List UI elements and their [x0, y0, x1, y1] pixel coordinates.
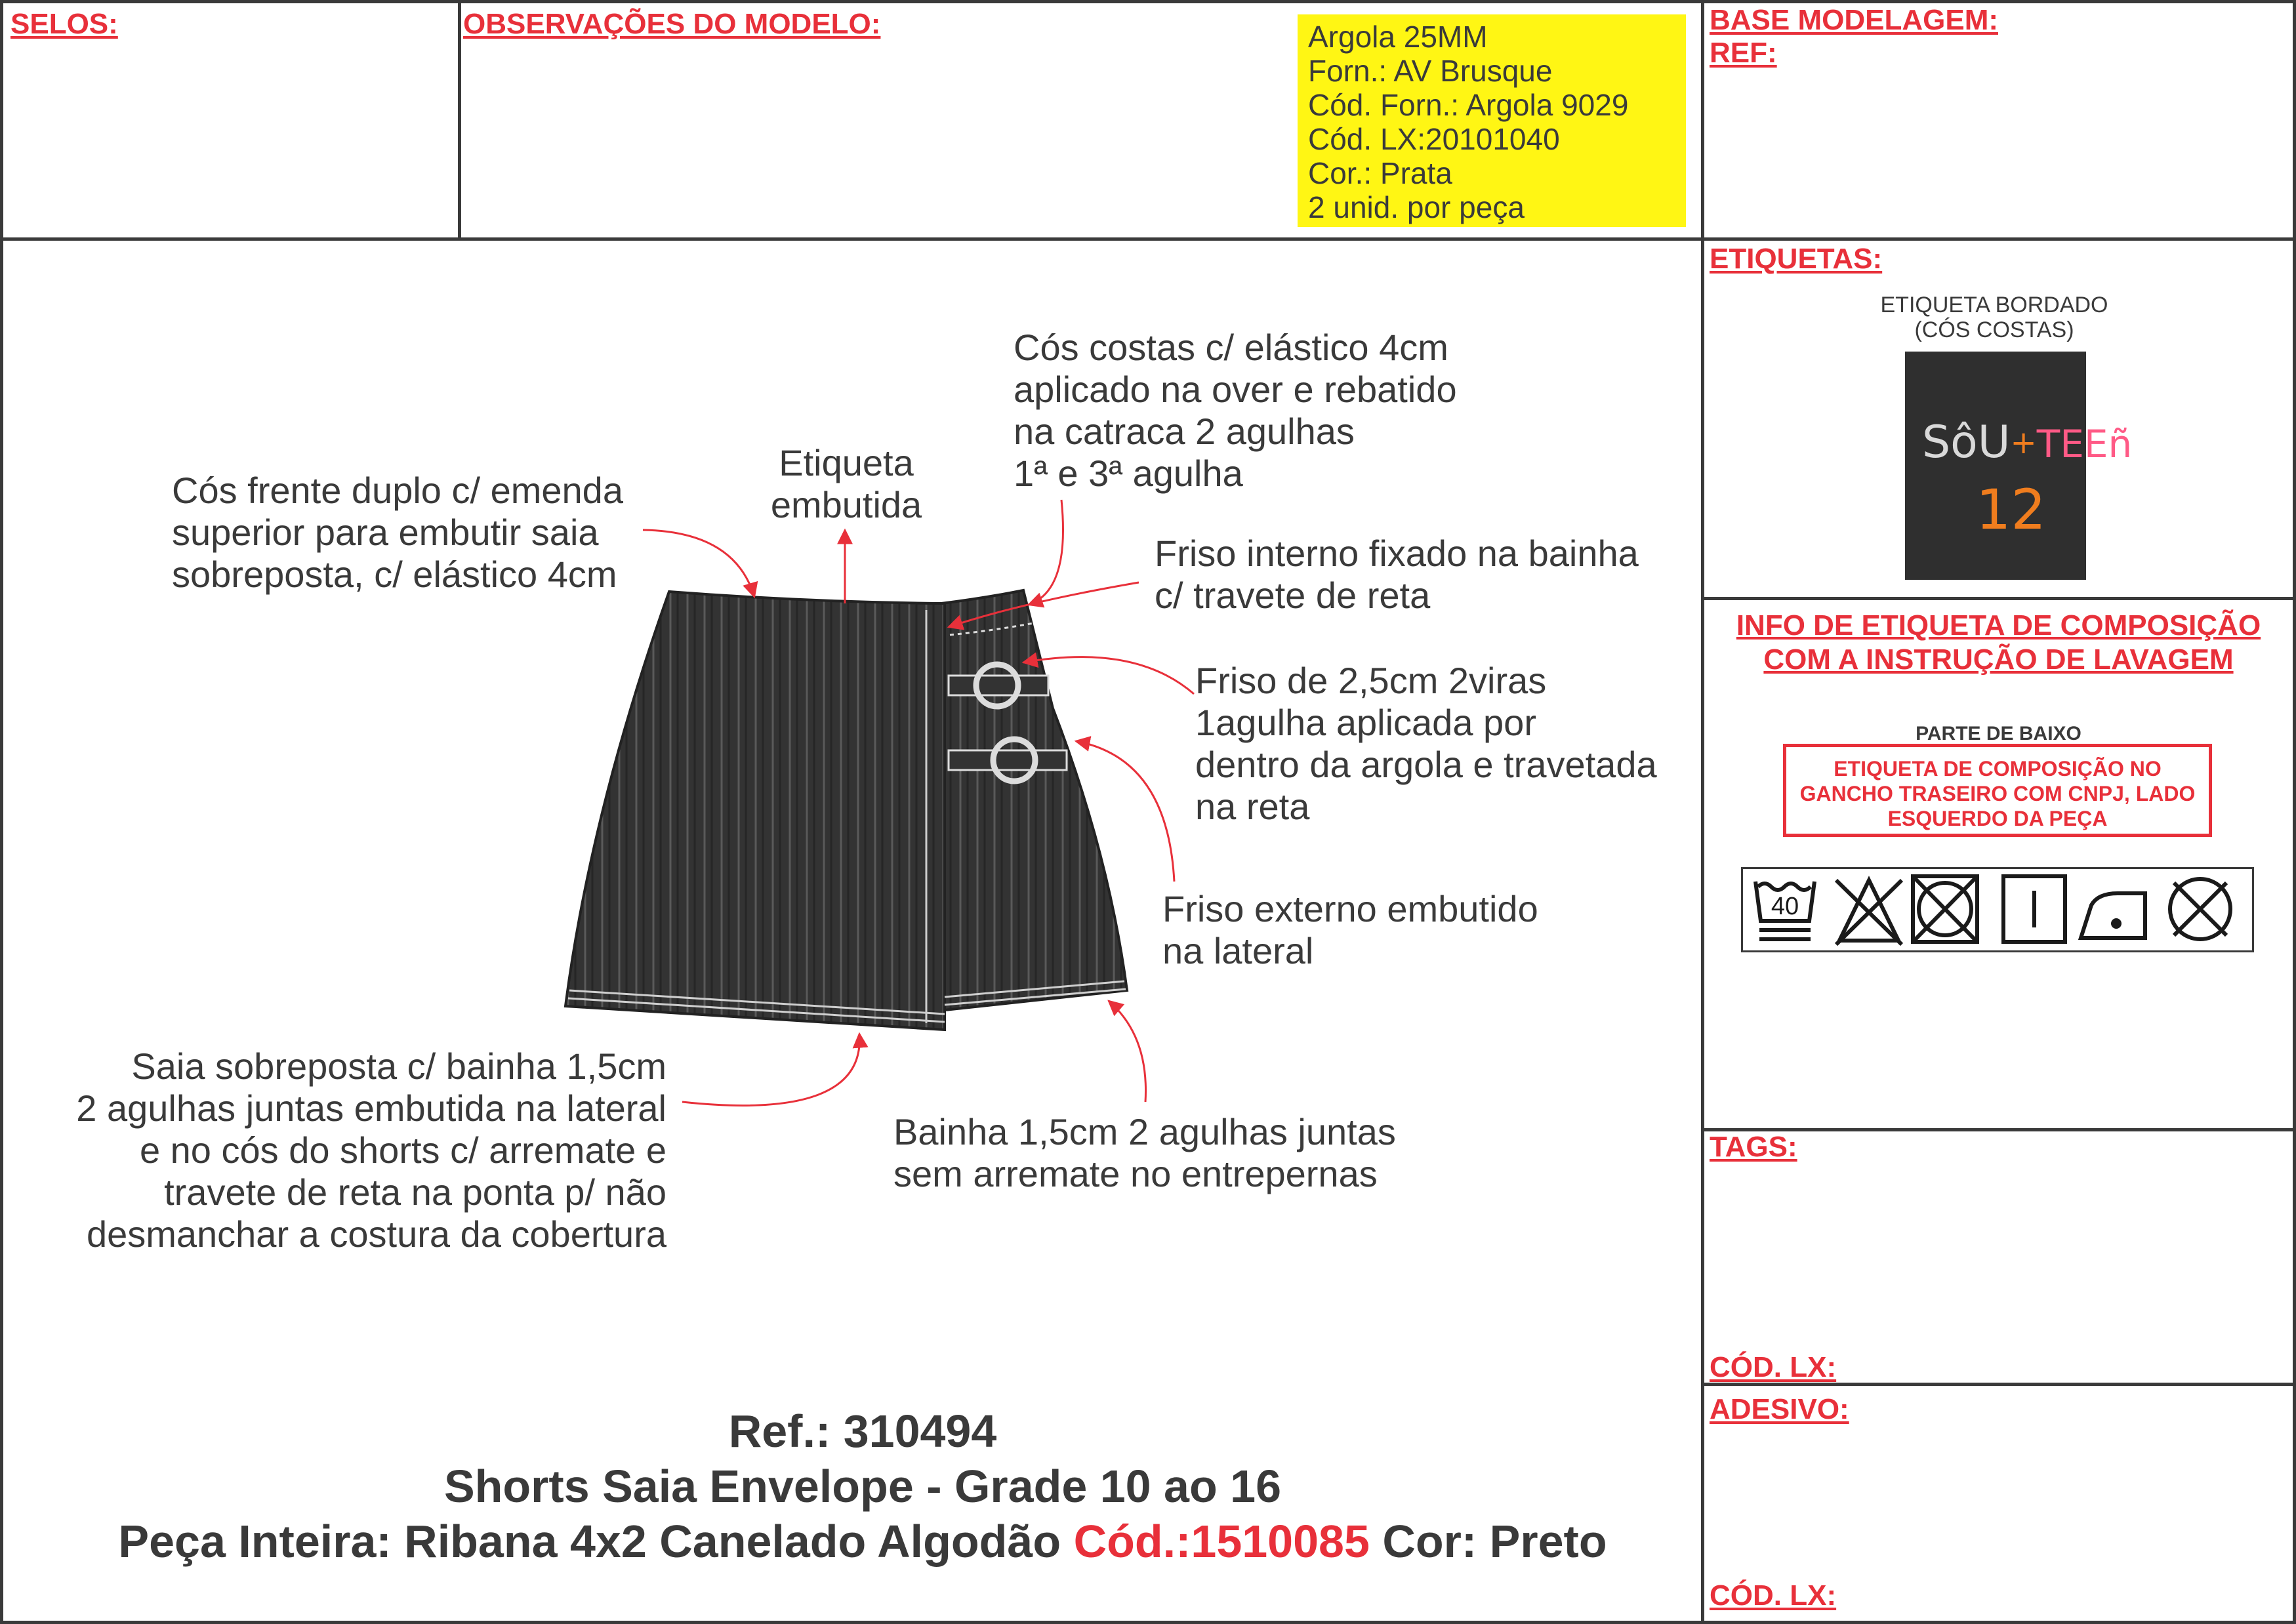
trim-note-line: Forn.: AV Brusque [1308, 54, 1553, 88]
friso-tab-upper [949, 676, 1048, 695]
tags-label: TAGS: [1710, 1131, 1797, 1163]
adesivo-label: ADESIVO: [1710, 1393, 1849, 1425]
trim-note-line: Cód. LX:20101040 [1308, 122, 1560, 156]
callout-line: 1agulha aplicada por [1195, 702, 1536, 743]
composicao-title-line: INFO DE ETIQUETA DE COMPOSIÇÃO [1736, 609, 2261, 641]
selos-label: SELOS: [10, 8, 118, 40]
composicao-title-line: COM A INSTRUÇÃO DE LAVAGEM [1763, 643, 2234, 676]
composicao-box-line: GANCHO TRASEIRO COM CNPJ, LADO [1799, 782, 2196, 805]
callout-line: Friso interno fixado na bainha [1155, 533, 1639, 574]
label-caption-line: (CÓS COSTAS) [1914, 317, 2074, 342]
callout-line: c/ travete de reta [1155, 575, 1431, 616]
label-caption-line: ETIQUETA BORDADO [1880, 293, 2108, 317]
callout-line: travete de reta na ponta p/ não [164, 1171, 666, 1213]
callout-line: sobreposta, c/ elástico 4cm [172, 554, 617, 595]
composicao-box-line: ETIQUETA DE COMPOSIÇÃO NO [1834, 757, 2162, 781]
trim-note-line: 2 unid. por peça [1308, 190, 1525, 224]
callout-friso-25 [1195, 660, 1657, 828]
callout-line: Friso de 2,5cm 2viras [1195, 660, 1547, 701]
trim-note-line: Argola 25MM [1308, 20, 1488, 54]
brand-name-part2: TEEñ [2036, 422, 2133, 466]
arrow-cos-frente [643, 530, 754, 597]
no-dry-clean-icon [2170, 879, 2230, 939]
arrow-bainha [1109, 1001, 1146, 1102]
tags-cell [1701, 1128, 2296, 1386]
arrow-saia-sobreposta [682, 1034, 859, 1105]
iron-dot [2111, 918, 2122, 929]
etiquetas-label: ETIQUETAS: [1710, 243, 1883, 275]
product-name: Shorts Saia Envelope - Grade 10 ao 16 [443, 1461, 1282, 1512]
callout-line: na catraca 2 agulhas [1014, 411, 1355, 452]
no-tumble-dry-icon [1913, 876, 1977, 942]
brand-label-text [1922, 416, 2133, 468]
iron-low-icon [2081, 893, 2145, 938]
brand-size: 12 [1976, 477, 2046, 542]
product-ref: Ref.: 310494 [728, 1406, 997, 1457]
brand-label-patch [1905, 352, 2133, 580]
fabric-color: Cor: Preto [1369, 1516, 1607, 1567]
callout-line: e no cós do shorts c/ arremate e [139, 1129, 666, 1171]
care-symbols-svg [1741, 867, 2254, 952]
callout-cos-frente [172, 470, 623, 596]
callout-line: desmanchar a costura da cobertura [86, 1213, 666, 1255]
callout-line: 2 agulhas juntas embutida na lateral [76, 1087, 666, 1129]
no-bleach-icon [1836, 880, 1902, 944]
callout-line: Cós frente duplo c/ emenda [172, 470, 623, 511]
parte-de-baixo-label: PARTE DE BAIXO [1916, 723, 2081, 744]
ref-label: REF: [1710, 37, 1777, 69]
observacoes-label: OBSERVAÇÕES DO MODELO: [463, 8, 881, 40]
base-modelagem-label: BASE MODELAGEM: [1710, 4, 1998, 36]
callout-line: dentro da argola e travetada [1195, 744, 1657, 785]
cod-lx-label-tags: CÓD. LX: [1710, 1351, 1837, 1383]
callout-cos-costas [1014, 327, 1457, 495]
arrow-cos-costas [1029, 500, 1063, 605]
skirt-front-panel [565, 592, 945, 1030]
callout-line: na reta [1195, 786, 1310, 827]
fabric-code: Cód.:1510085 [1073, 1516, 1370, 1567]
brand-name-part1: SôU [1922, 416, 2011, 468]
trim-note-line: Cód. Forn.: Argola 9029 [1308, 88, 1629, 122]
composicao-box-line: ESQUERDO DA PEÇA [1887, 807, 2108, 830]
callout-bainha [893, 1111, 1396, 1195]
base-modelagem-cell [1701, 0, 2296, 241]
callout-line: sem arremate no entrepernas [893, 1153, 1378, 1194]
callout-line: Friso externo embutido [1162, 888, 1538, 929]
cod-lx-label-adesivo: CÓD. LX: [1710, 1579, 1837, 1612]
product-fabric [0, 1514, 1725, 1569]
shorts-back-panel [941, 590, 1127, 1010]
callout-saia-sobreposta [26, 1045, 666, 1255]
callout-line: superior para embutir saia [172, 512, 599, 553]
brand-plus: + [2010, 424, 2037, 461]
callout-line: Saia sobreposta c/ bainha 1,5cm [131, 1045, 666, 1087]
callout-line: na lateral [1162, 930, 1314, 971]
composicao-title [1701, 609, 2296, 677]
callout-line: aplicado na over e rebatido [1014, 369, 1457, 410]
friso-tab-lower [949, 750, 1067, 770]
line-dry-icon [2003, 876, 2065, 942]
callout-friso-interno [1155, 533, 1639, 617]
wash-temp-text: 40 [1771, 893, 1799, 920]
callout-friso-externo [1162, 888, 1538, 972]
callout-etiqueta-embutida [748, 442, 945, 526]
callout-line: 1ª e 3ª agulha [1014, 453, 1243, 494]
composicao-cell [1701, 597, 2296, 1131]
composicao-box [1783, 744, 2212, 837]
care-symbols-strip [1741, 867, 2254, 952]
trim-note-line: Cor.: Prata [1308, 156, 1452, 190]
callout-line: Bainha 1,5cm 2 agulhas juntas [893, 1111, 1396, 1152]
callout-line: Etiqueta [779, 442, 914, 483]
callout-line: embutida [770, 484, 922, 525]
fabric-description: Peça Inteira: Ribana 4x2 Canelado Algodão [118, 1516, 1074, 1567]
label-caption [1837, 293, 2152, 342]
callout-line: Cós costas c/ elástico 4cm [1014, 327, 1448, 368]
